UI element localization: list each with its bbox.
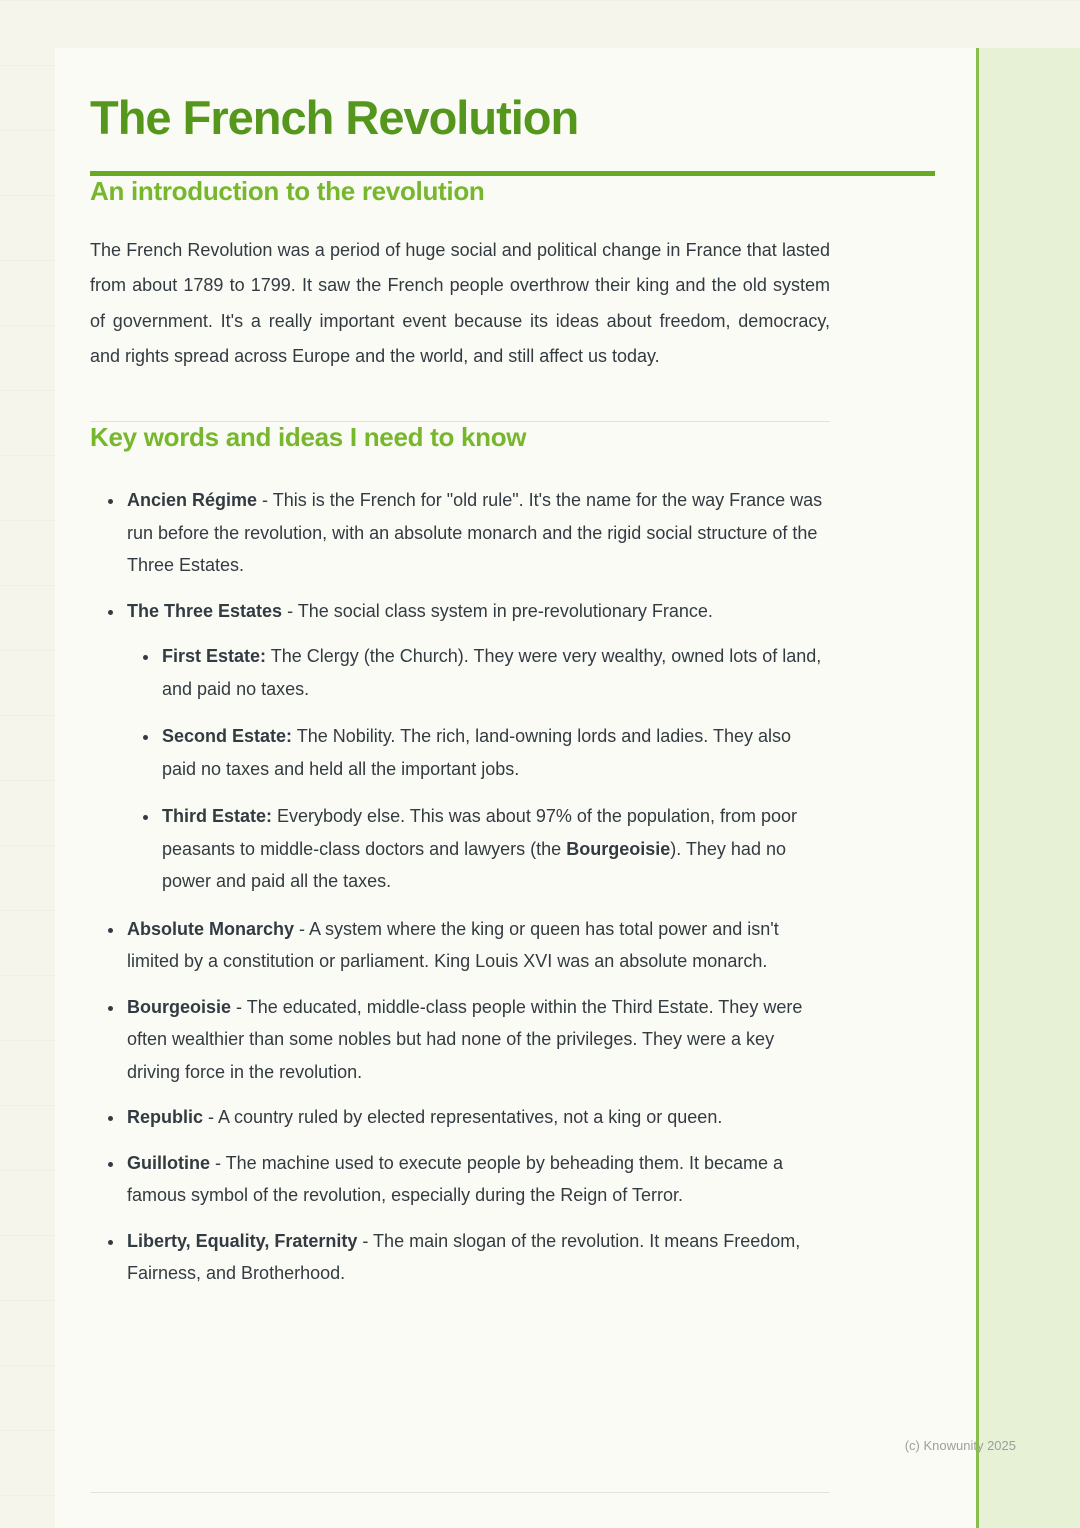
copyright-footer: (c) Knowunity 2025 bbox=[904, 1438, 1016, 1453]
section-heading-keywords: Key words and ideas I need to know bbox=[90, 422, 527, 452]
document-content bbox=[90, 0, 935, 1303]
keyword-liberty-equality-fraternity bbox=[125, 1225, 828, 1290]
keyword-third-estate bbox=[160, 800, 828, 898]
keyword-text: Third Estate: Everybody else. This was about 97% of the population, from poor peasants to middle-class doctors and lawyers (the Bourgeoisie). They had no power and paid all the taxes. bbox=[162, 806, 797, 891]
keyword-list bbox=[90, 484, 828, 1290]
keyword-second-estate bbox=[160, 720, 828, 785]
estates-sublist bbox=[127, 640, 828, 898]
section-heading-introduction: An introduction to the revolution bbox=[90, 175, 485, 206]
keyword-absolute-monarchy bbox=[125, 913, 828, 978]
keyword-text: First Estate: The Clergy (the Church). They were very wealthy, owned lots of land, and paid no taxes. bbox=[162, 646, 822, 699]
bottom-divider bbox=[90, 1492, 830, 1493]
keyword-first-estate bbox=[160, 640, 828, 705]
keyword-text: Ancien Régime - This is the French for "old rule". It's the name for the way France was run before the revolution, with an absolute monarch and the rigid social structure of the Three Estates. bbox=[127, 490, 823, 575]
keyword-ancien-regime bbox=[125, 484, 828, 582]
keyword-text: Liberty, Equality, Fraternity - The main slogan of the revolution. It means Freedom, Fairness, and Brotherhood. bbox=[127, 1230, 801, 1283]
page-title: The French Revolution bbox=[90, 91, 579, 144]
keyword-text: Second Estate: The Nobility. The rich, land-owning lords and ladies. They also paid no taxes and held all the important jobs. bbox=[162, 726, 791, 779]
keyword-text: Absolute Monarchy - A system where the king or queen has total power and isn't limited by a constitution or parliament. King Louis XVI was an absolute monarch. bbox=[127, 918, 779, 971]
keyword-republic bbox=[125, 1101, 828, 1134]
keyword-guillotine bbox=[125, 1147, 828, 1212]
introduction-paragraph: The French Revolution was a period of huge social and political change in France that lasted from about 1789 to 1799. It saw the French people overthrow their king and the old system of government. It's a really important event because its ideas about freedom, democracy, and rights spread across Europe and the world, and still affect us today. bbox=[90, 239, 830, 367]
keyword-three-estates bbox=[125, 595, 828, 898]
keyword-text: Republic - A country ruled by elected representatives, not a king or queen. bbox=[127, 1107, 723, 1127]
keyword-text: Bourgeoisie - The educated, middle-class people within the Third Estate. They were often wealthier than some nobles but had none of the privileges. They were a key driving force in the revolution. bbox=[127, 996, 803, 1082]
right-accent-strip bbox=[976, 48, 1080, 1528]
keyword-bourgeoisie bbox=[125, 991, 828, 1089]
keyword-text: The Three Estates - The social class system in pre-revolutionary France. bbox=[127, 600, 713, 621]
keyword-text: Guillotine - The machine used to execute people by beheading them. It became a famous symbol of the revolution, especially during the Reign of Terror. bbox=[127, 1152, 784, 1205]
